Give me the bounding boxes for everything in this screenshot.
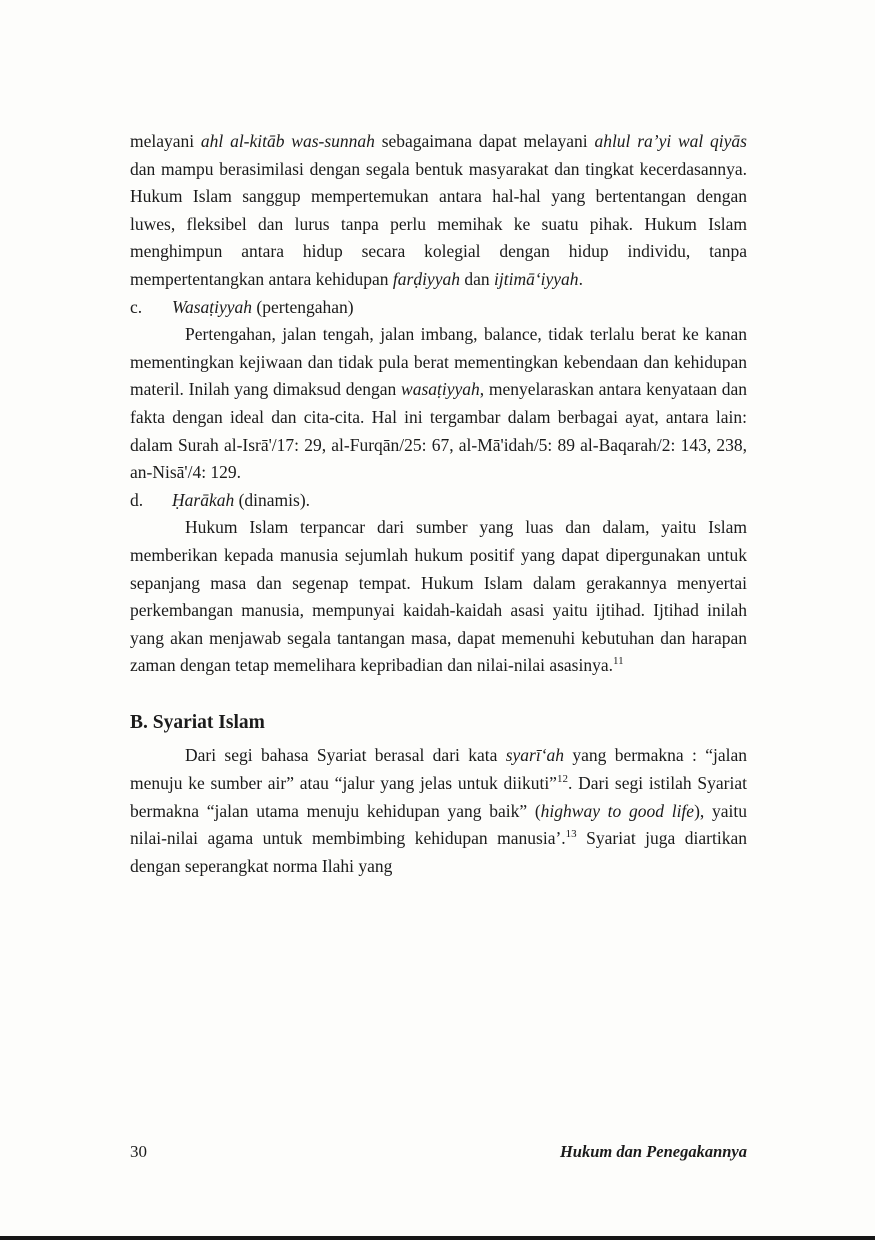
text-run: syarī‘ah: [505, 745, 565, 766]
list-item: [130, 294, 747, 322]
text-run: farḍiyyah: [392, 268, 460, 289]
list-marker: c.: [130, 296, 143, 317]
text-run: , menyelaraskan antara kenyataan dan fakta dengan ideal dan cita-cita. Hal ini tergambar dalam berbagai ayat, antara lain: dalam Surah al-Isrā'/17: 29, al-Furqān/25: 67, al-Mā'idah/5: 89 al-Baqarah/2: 143, 238, an-Nisā'/4: 129.: [130, 379, 748, 483]
text-run: Ḥarākah: [172, 489, 235, 510]
text-run: dan: [459, 268, 494, 289]
text-run: Dari segi bahasa Syariat berasal dari kata: [185, 745, 506, 766]
text-run: ijtimā‘iyyah: [494, 268, 579, 289]
footnote-ref: 11: [613, 655, 624, 668]
section-heading: [130, 709, 747, 737]
list-item: [130, 487, 747, 515]
text-run: ), yaitu nilai-nilai agama untuk membimbing kehidupan manusia’.: [130, 800, 747, 849]
text-run: melayani: [130, 131, 201, 151]
text-run: ahl al-kitāb was-sunnah: [200, 131, 375, 151]
page-footer: [130, 1142, 747, 1162]
text-run: ahlul ra’yi wal qiyās: [594, 131, 747, 151]
text-run: yang bermakna : “jalan menuju ke sumber air” atau “jalur yang jelas untuk diikuti”: [130, 745, 748, 794]
text-run: (dinamis).: [234, 489, 311, 510]
text-run: Pertengahan, jalan tengah, jalan imbang, balance, tidak terlalu berat ke kanan mementingkan kejiwaan dan tidak pula berat mementingkan kebendaan dan kehidupan materil. Inilah yang dimaksud dengan: [130, 324, 747, 400]
scan-edge: [0, 1236, 875, 1240]
text-run: . Dari segi istilah Syariat bermakna “jalan utama menuju kehidupan yang baik” (: [130, 773, 747, 821]
running-title: Hukum dan Penegakannya: [559, 1142, 747, 1161]
page-number: 30: [130, 1142, 147, 1161]
text-run: .: [578, 268, 583, 289]
text-run: dan mampu berasimilasi dengan segala bentuk masyarakat dan tingkat kecerdasannya. Hukum Islam sanggup mempertemukan antara hal-hal yang bertentangan dengan luwes, fleksibel dan lurus tanpa perlu memihak ke suatu pihak. Hukum Islam menghimpun antara hidup secara kolegial dengan hidup individu, tanpa mempertentangkan antara kehidupan: [130, 158, 747, 289]
text-run: B. Syariat Islam: [130, 711, 265, 733]
text-run: wasaṭiyyah: [401, 379, 480, 400]
text-run: Wasaṭiyyah: [172, 296, 253, 317]
footnote-ref: 12: [556, 773, 568, 786]
paragraph: [130, 321, 747, 487]
paragraph: [130, 514, 747, 680]
paragraph: [130, 128, 747, 294]
paragraph: [130, 742, 747, 880]
text-run: highway to good life: [540, 800, 695, 821]
text-run: sebagaimana dapat melayani: [374, 131, 595, 151]
page-body: [130, 128, 747, 880]
text-run: (pertengahan): [252, 296, 354, 317]
footnote-ref: 13: [565, 828, 577, 841]
text-run: Syariat juga diartikan dengan seperangkat norma Ilahi yang: [130, 828, 747, 876]
text-run: Hukum Islam terpancar dari sumber yang luas dan dalam, yaitu Islam memberikan kepada manusia sejumlah hukum positif yang dapat dipergunakan untuk sepanjang masa dan segenap tempat. Hukum Islam dalam gerakannya menyertai perkembangan manusia, mempunyai kaidah-kaidah asasi yaitu ijtihad. Ijtihad inilah yang akan menjawab segala tantangan masa, dapat memenuhi kebutuhan dan harapan zaman dengan tetap memelihara kepribadian dan nilai-nilai asasinya.: [130, 517, 747, 676]
list-marker: d.: [130, 489, 144, 510]
